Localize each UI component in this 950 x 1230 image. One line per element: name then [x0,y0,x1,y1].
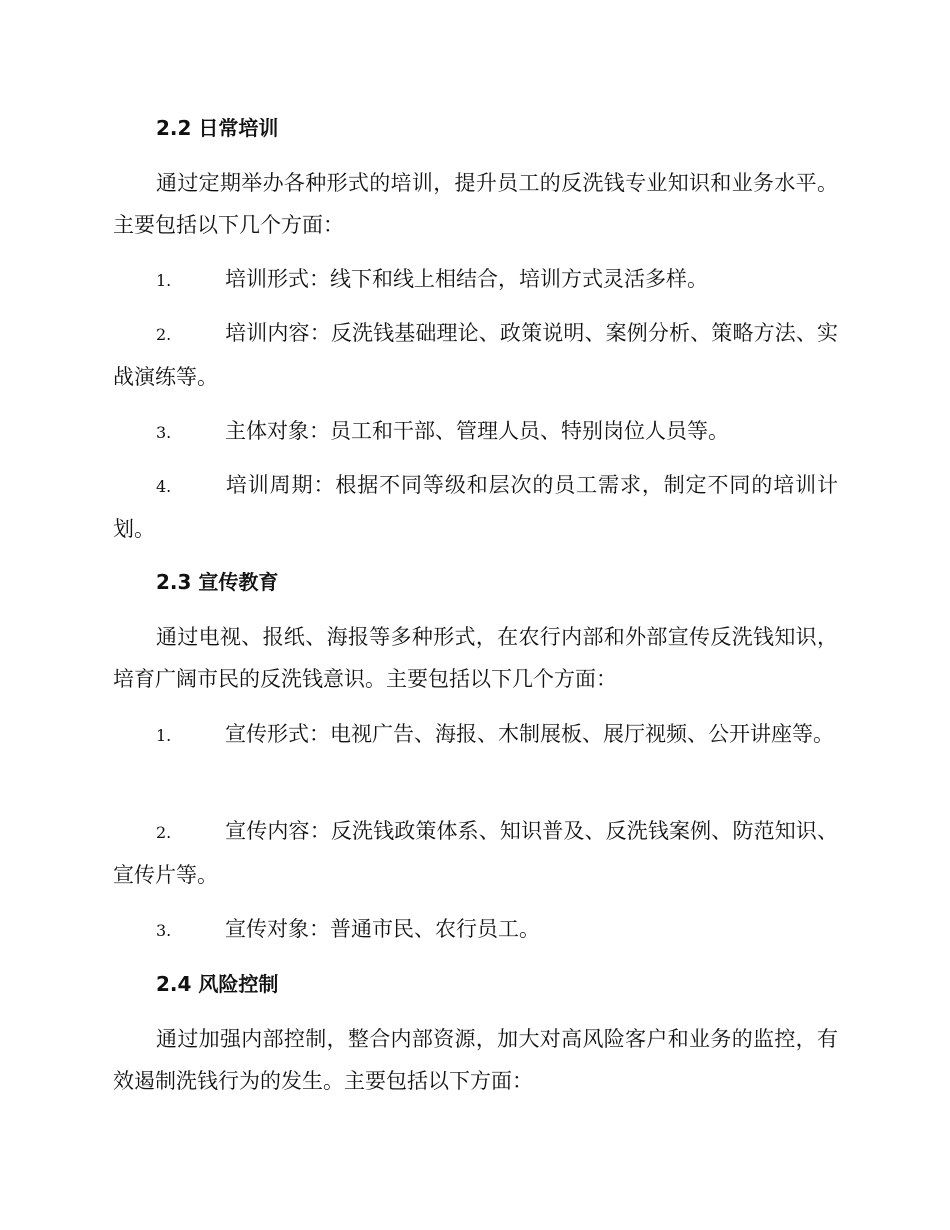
section-intro-2-2: 通过定期举办各种形式的培训，提升员工的反洗钱专业知识和业务水平。主要包括以下几个方面： [113,171,838,237]
list-item-text: 培训形式：线下和线上相结合，培训方式灵活多样。 [225,267,708,291]
list-item [113,312,838,398]
list-item [113,258,838,302]
list-item-number: 2. [156,823,172,842]
list-item [113,410,838,454]
list-item [113,908,838,952]
section-intro-2-3: 通过电视、报纸、海报等多种形式，在农行内部和外部宣传反洗钱知识，培育广阔市民的反洗钱意识。主要包括以下几个方面： [113,625,838,691]
list-item-text: 主体对象：员工和干部、管理人员、特别岗位人员等。 [225,419,729,443]
list-item-text: 培训周期：根据不同等级和层次的员工需求，制定不同的培训计划。 [113,473,838,541]
list-item-number: 4. [156,477,172,496]
section-intro-2-4: 通过加强内部控制，整合内部资源，加大对高风险客户和业务的监控，有效遏制洗钱行为的发生。主要包括以下方面： [113,1027,838,1093]
list-item-text: 宣传对象：普通市民、农行员工。 [225,917,540,941]
list-item-number: 1. [156,726,172,745]
list-item [113,713,838,757]
list-item-text: 宣传内容：反洗钱政策体系、知识普及、反洗钱案例、防范知识、宣传片等。 [113,819,838,887]
list-item [113,464,838,550]
list-item-number: 3. [156,423,172,442]
section-heading-2-2: 2.2 日常培训 [156,116,279,140]
list-item-text: 宣传形式：电视广告、海报、木制展板、展厅视频、公开讲座等。 [225,722,834,746]
list-item [113,810,838,896]
section-heading-2-3: 2.3 宣传教育 [156,570,279,594]
section-heading-2-4: 2.4 风险控制 [156,972,279,996]
list-item-number: 3. [156,921,172,940]
list-item-text: 培训内容：反洗钱基础理论、政策说明、案例分析、策略方法、实战演练等。 [113,321,838,389]
list-item-number: 2. [156,325,172,344]
list-item-number: 1. [156,271,172,290]
